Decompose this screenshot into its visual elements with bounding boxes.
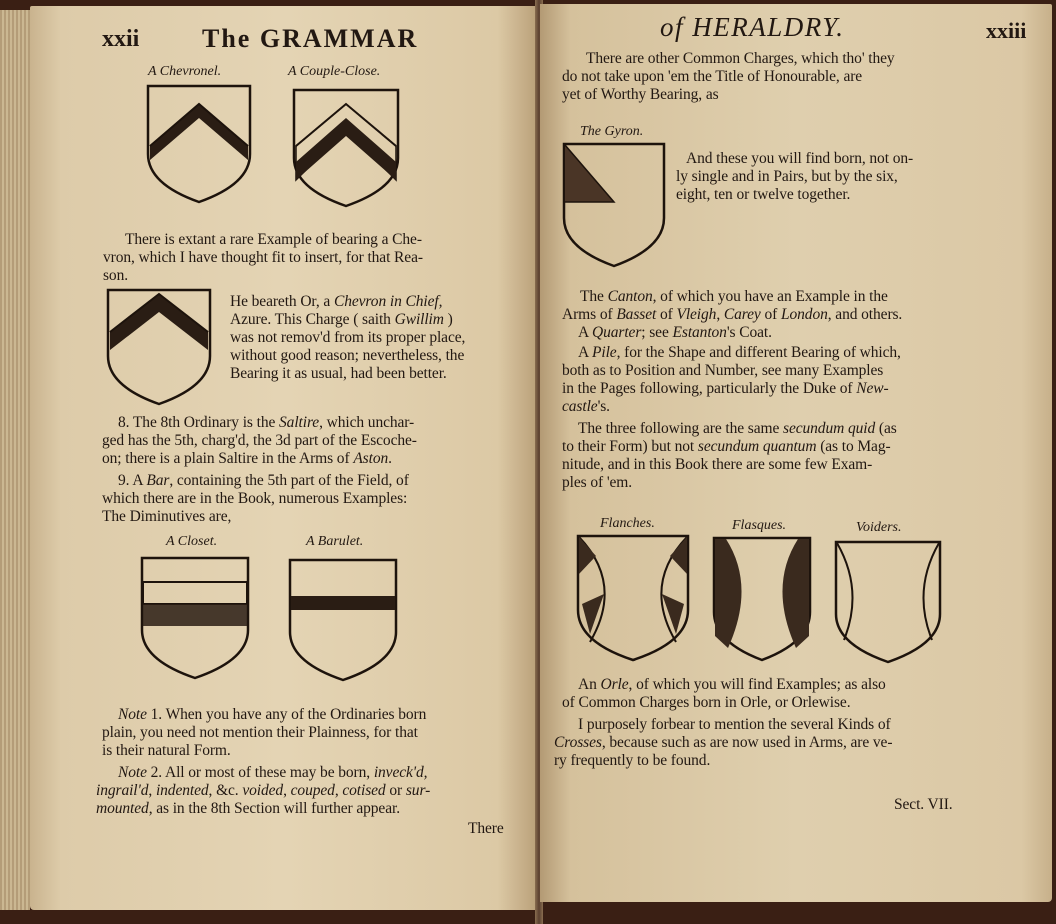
gyron-text-line-3: eight, ten or twelve together.	[676, 186, 851, 203]
para8-line-2: ged has the 5th, charg'd, the 3d part of the Escoche-	[102, 432, 417, 449]
pile-line-4: castle's.	[562, 398, 610, 415]
caption-voiders: Voiders.	[856, 520, 902, 535]
para-rare-line-2: vron, which I have thought fit to insert, for that Rea-	[103, 249, 423, 266]
note2-line-2: ingrail'd, indented, &c. voided, couped, cotised or sur-	[96, 782, 431, 799]
caption-chevronel: A Chevronel.	[148, 64, 222, 79]
para-rare-line-1: There is extant a rare Example of bearing a Che-	[125, 231, 422, 248]
three-line-4: ples of 'em.	[562, 474, 633, 491]
caption-barulet: A Barulet.	[306, 534, 364, 549]
shield-gyron	[562, 142, 666, 268]
pile-line-2: both as to Position and Number, see many Examples	[562, 362, 884, 379]
left-running-head: The GRAMMAR	[202, 24, 419, 53]
page-edges	[0, 10, 30, 910]
para-rare-line-3: son.	[103, 267, 129, 284]
note1-line-3: is their natural Form.	[102, 742, 231, 759]
note1-line-2: plain, you need not mention their Plainness, for that	[102, 724, 418, 741]
note2-line-3: mounted, as in the 8th Section will further appear.	[96, 800, 400, 817]
intro-line-2: do not take upon 'em the Title of Honourable, are	[562, 68, 863, 85]
left-page-number: xxii	[102, 26, 140, 52]
gyron-text-line-2: ly single and in Pairs, but by the six,	[676, 168, 898, 185]
note1-line-1: Note 1. When you have any of the Ordinaries born	[118, 706, 427, 723]
caption-gyron: The Gyron.	[580, 124, 644, 139]
shield-flasques	[712, 536, 812, 662]
shield-closet	[140, 556, 250, 680]
caption-couple-close: A Couple-Close.	[288, 64, 381, 79]
three-line-2: to their Form) but not secundum quantum (as to Mag-	[562, 438, 891, 455]
caption-flanches: Flanches.	[600, 516, 655, 531]
right-page-number: xxiii	[986, 18, 1027, 43]
canton-line-1: The Canton, of which you have an Example in the	[580, 288, 888, 305]
caption-closet: A Closet.	[166, 534, 218, 549]
shield-chevronel	[146, 84, 252, 204]
para8-line-1: 8. The 8th Ordinary is the Saltire, which unchar-	[118, 414, 415, 431]
para9-line-2: which there are in the Book, numerous Examples:	[102, 490, 408, 507]
left-page	[30, 6, 538, 910]
intro-line-3: yet of Worthy Bearing, as	[562, 86, 719, 103]
canton-line-2: Arms of Basset of Vleigh, Carey of London, and others.	[562, 306, 903, 323]
shield-voiders	[834, 540, 942, 664]
pile-line-1: A Pile, for the Shape and different Bearing of which,	[578, 344, 901, 361]
crosses-line-3: ry frequently to be found.	[554, 752, 711, 769]
beareth-line-1: He beareth Or, a Chevron in Chief,	[230, 293, 443, 310]
pile-line-3: in the Pages following, particularly the Duke of New-	[562, 380, 889, 397]
intro-line-1: There are other Common Charges, which tho' they	[586, 50, 895, 67]
beareth-line-2: Azure. This Charge ( saith Gwillim )	[230, 311, 453, 328]
note2-line-1: Note 2. All or most of these may be born, inveck'd,	[118, 764, 428, 781]
beareth-line-3: was not remov'd from its proper place,	[230, 329, 466, 346]
orle-line-2: of Common Charges born in Orle, or Orlewise.	[562, 694, 851, 711]
right-catchword: Sect. VII.	[894, 796, 953, 813]
shield-barulet	[288, 558, 398, 682]
para9-line-3: The Diminutives are,	[102, 508, 232, 525]
para9-line-1: 9. A Bar, containing the 5th part of the Field, of	[118, 472, 409, 489]
shield-chevron-in-chief	[106, 288, 212, 406]
para8-line-3: on; there is a plain Saltire in the Arms of Aston.	[102, 450, 392, 467]
shield-couple-close	[292, 88, 400, 208]
beareth-line-5: Bearing it as usual, had been better.	[230, 365, 447, 382]
crosses-line-1: I purposely forbear to mention the several Kinds of	[578, 716, 891, 733]
left-catchword: There	[468, 820, 504, 837]
caption-flasques: Flasques.	[732, 518, 787, 533]
three-line-3: nitude, and in this Book there are some few Exam-	[562, 456, 873, 473]
orle-line-1: An Orle, of which you will find Examples; as also	[578, 676, 886, 693]
quarter-line: A Quarter; see Estanton's Coat.	[578, 324, 772, 341]
shield-flanches	[576, 534, 690, 662]
beareth-line-4: without good reason; nevertheless, the	[230, 347, 465, 364]
three-line-1: The three following are the same secundum quid (as	[578, 420, 897, 437]
right-running-head: of HERALDRY.	[660, 12, 845, 42]
right-page	[540, 4, 1052, 902]
gyron-text-line-1: And these you will find born, not on-	[686, 150, 914, 167]
crosses-line-2: Crosses, because such as are now used in Arms, are ve-	[554, 734, 893, 751]
